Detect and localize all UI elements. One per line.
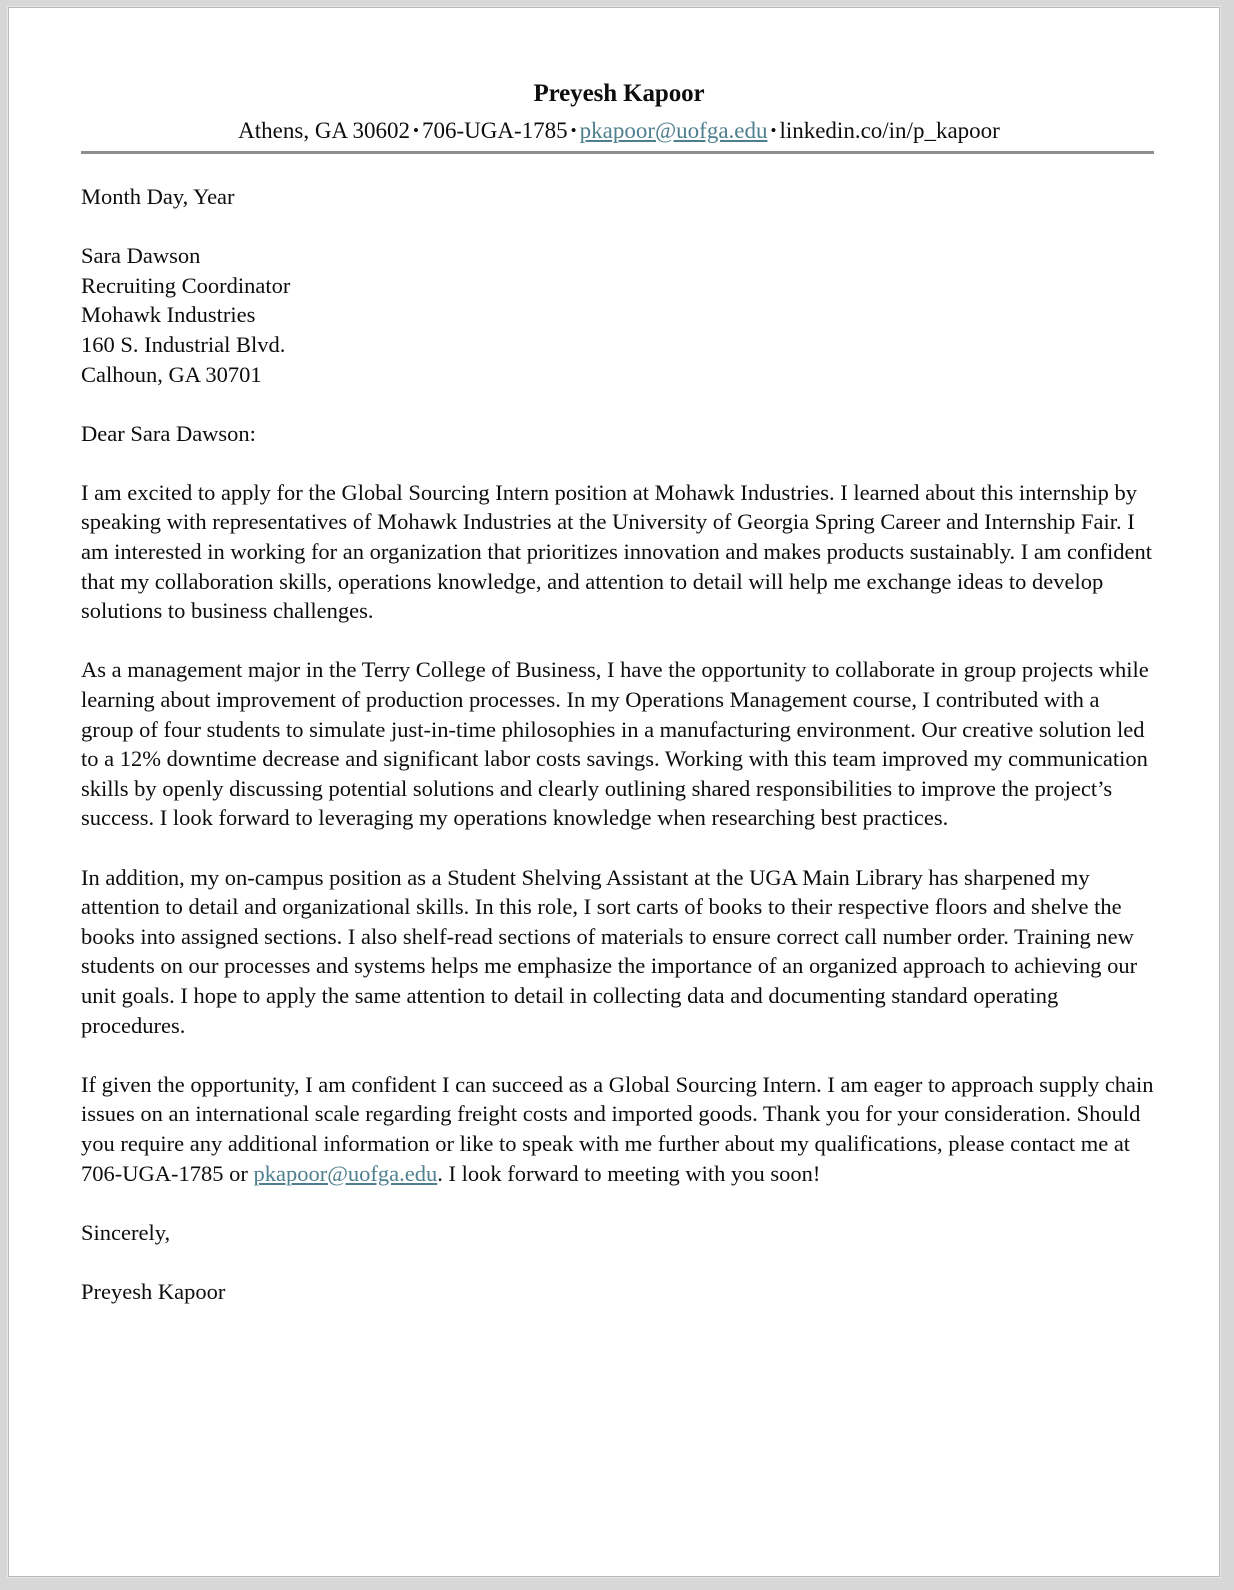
letterhead (9, 8, 1219, 154)
contact-linkedin: linkedin.co/in/p_kapoor (779, 117, 1000, 143)
letter-salutation: Dear Sara Dawson: (81, 420, 256, 446)
recipient-address-block (81, 241, 1157, 389)
letterhead-name: Preyesh Kapoor (533, 80, 705, 107)
page-content (9, 8, 1219, 1576)
spacer-p1 (81, 626, 1157, 656)
closing-text-before-email: If given the opportunity, I am confident I can succeed as a Global Sourcing Intern. I am eager to approach supply chain issues on an international scale regarding freight costs and imported goods. Thank you for your consideration. Should you require any additional information or like to speak with me further about my qualifications, please contact me at 706-UGA-1785 or (81, 1071, 1154, 1186)
recipient-title: Recruiting Coordinator (81, 272, 291, 298)
closing-email-link[interactable]: pkapoor@uofga.edu (253, 1160, 438, 1186)
contact-location: Athens, GA 30602 (238, 117, 411, 143)
spacer-p3 (81, 1040, 1157, 1070)
spacer-after-date (81, 212, 1157, 242)
recipient-company: Mohawk Industries (81, 302, 256, 328)
letterhead-contact-line (81, 118, 1157, 144)
spacer-signature (81, 1247, 1157, 1277)
letter-paragraph-1: I am excited to apply for the Global Sourcing Intern position at Mohawk Industries. I learned about this internship by speaking with representatives of Mohawk Industries at the University of Georgia Spring Career and Internship Fair. I am interested in working for an organization that prioritizes innovation and makes products sustainably. I am confident that my collaboration skills, operations knowledge, and attention to detail will help me exchange ideas to develop solutions to business challenges. (81, 479, 1152, 624)
contact-separator-2: • (570, 120, 577, 140)
document-page (8, 7, 1220, 1577)
contact-phone: 706-UGA-1785 (422, 117, 568, 143)
spacer-p2 (81, 833, 1157, 863)
letter-sign-off: Sincerely, (81, 1219, 171, 1245)
letterhead-divider (81, 151, 1154, 154)
letter-paragraph-3: In addition, my on-campus position as a Student Shelving Assistant at the UGA Main Library has sharpened my attention to detail and organizational skills. In this role, I sort carts of books to their respective floors and shelve the books into assigned sections. I also shelf-read sections of materials to ensure correct call number order. Training new students on our processes and systems helps me emphasize the importance of an organized approach to achieving our unit goals. I hope to apply the same attention to detail in collecting data and documenting standard operating procedures. (81, 864, 1138, 1038)
recipient-city: Calhoun, GA 30701 (81, 361, 262, 387)
spacer-after-salutation (81, 448, 1157, 478)
letter-signature-name: Preyesh Kapoor (81, 1278, 226, 1304)
letter-closing-paragraph (81, 1070, 1157, 1188)
recipient-street: 160 S. Industrial Blvd. (81, 331, 286, 357)
closing-text-after-email: . I look forward to meeting with you soon! (437, 1160, 821, 1186)
letter-body (9, 182, 1219, 1307)
spacer-after-address (81, 389, 1157, 419)
contact-separator-3: • (770, 120, 777, 140)
recipient-name: Sara Dawson (81, 243, 201, 269)
letter-paragraph-2: As a management major in the Terry College of Business, I have the opportunity to collaborate in group projects while learning about improvement of production processes. In my Operations Management course, I contributed with a group of four students to simulate just-in-time philosophies in a manufacturing environment. Our creative solution led to a 12% downtime decrease and significant labor costs savings. Working with this team improved my communication skills by openly discussing potential solutions and clearly outlining shared responsibilities to improve the project’s success. I look forward to leveraging my operations knowledge when researching best practices. (81, 657, 1149, 831)
contact-separator-1: • (413, 120, 419, 140)
spacer-before-signoff (81, 1188, 1157, 1218)
contact-email-link[interactable]: pkapoor@uofga.edu (579, 117, 768, 143)
letter-date: Month Day, Year (81, 183, 235, 209)
letter-date-block (81, 182, 1157, 212)
